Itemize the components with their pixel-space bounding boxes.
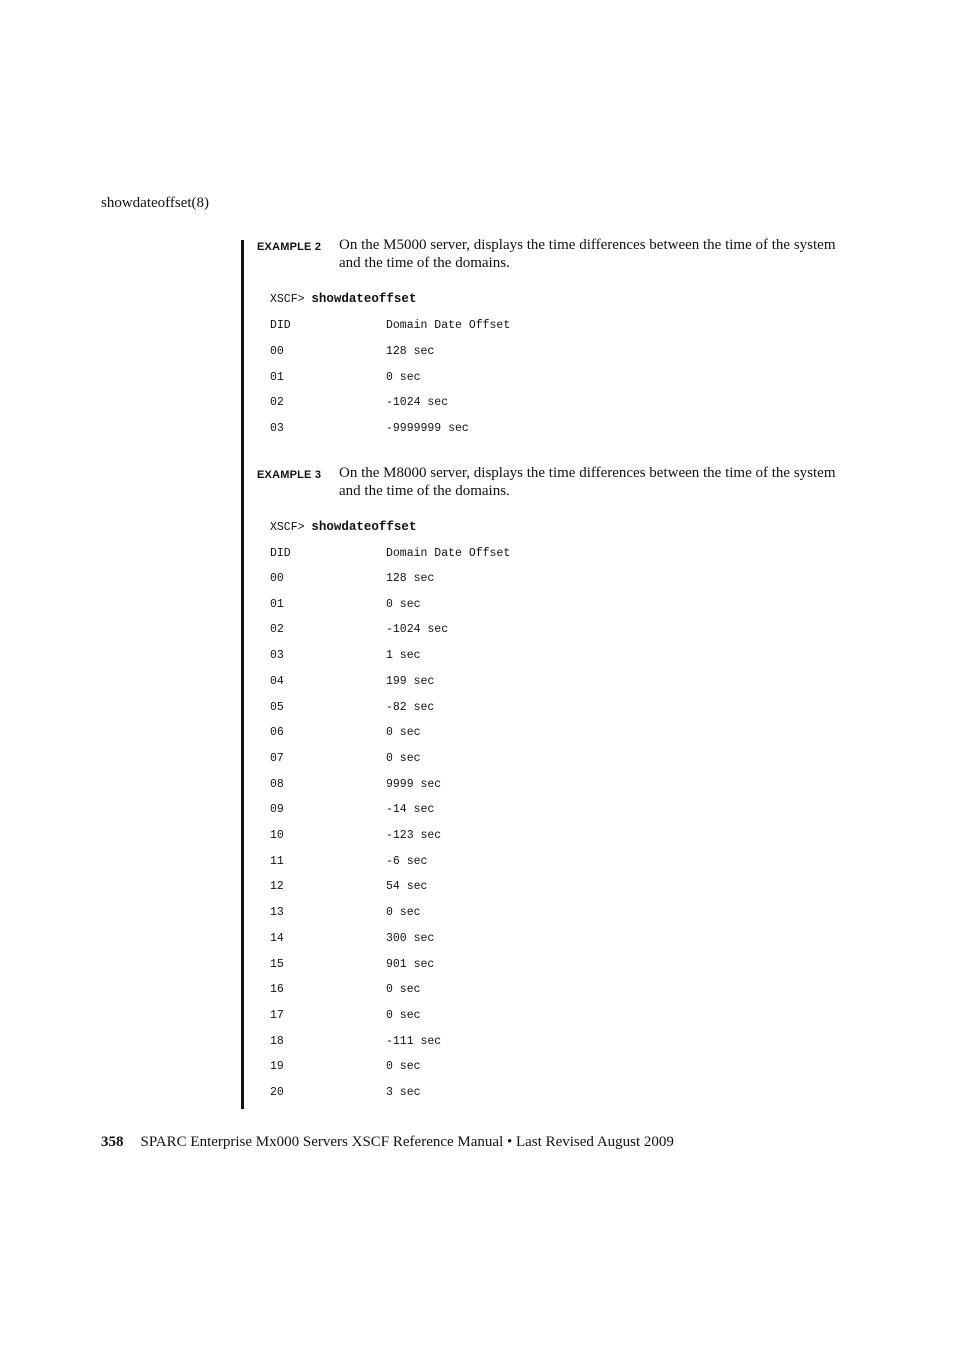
domain-id: 03 <box>270 649 284 663</box>
running-header: showdateoffset(8) <box>101 195 210 211</box>
domain-id: 07 <box>270 751 284 765</box>
date-offset: 199 sec <box>386 674 435 688</box>
domain-id: 00 <box>270 572 284 585</box>
domain-id: 02 <box>270 623 284 637</box>
domain-id: 12 <box>270 880 284 894</box>
domain-id: 16 <box>270 983 284 997</box>
example-2-output-header <box>270 319 511 333</box>
prompt: XSCF> <box>270 521 305 534</box>
example-2-label: EXAMPLE 2 <box>257 241 322 253</box>
column-header-did: DID <box>270 319 291 332</box>
change-bar <box>241 240 244 1109</box>
prompt: XSCF> <box>270 293 305 306</box>
column-header-offset: Domain Date Offset <box>386 319 511 332</box>
domain-id: 11 <box>270 854 284 868</box>
example-3-output-header <box>270 547 511 561</box>
domain-id: 13 <box>270 906 284 920</box>
domain-id: 02 <box>270 396 284 410</box>
column-header-offset: Domain Date Offset <box>386 547 511 560</box>
footer-text: SPARC Enterprise Mx000 Servers XSCF Reference Manual • Last Revised August 2009 <box>140 1134 674 1150</box>
date-offset: -111 sec <box>386 1034 442 1048</box>
domain-id: 17 <box>270 1008 284 1022</box>
date-offset: 0 sec <box>386 1060 421 1074</box>
command: showdateoffset <box>311 520 417 534</box>
date-offset: 0 sec <box>386 1008 421 1022</box>
domain-id: 03 <box>270 422 284 436</box>
date-offset: -1024 sec <box>386 623 449 637</box>
date-offset: -9999999 sec <box>386 422 469 436</box>
domain-id: 10 <box>270 829 284 842</box>
date-offset: 54 sec <box>386 880 428 894</box>
date-offset: -82 sec <box>386 700 435 714</box>
domain-id: 06 <box>270 726 284 740</box>
date-offset: 9999 sec <box>386 777 442 791</box>
date-offset: 300 sec <box>386 931 435 945</box>
date-offset: 128 sec <box>386 345 435 358</box>
date-offset: -6 sec <box>386 854 428 868</box>
page-footer <box>101 1132 674 1152</box>
date-offset: 3 sec <box>386 1086 421 1099</box>
date-offset: 128 sec <box>386 572 435 585</box>
domain-id: 04 <box>270 674 284 688</box>
domain-id: 01 <box>270 597 284 611</box>
date-offset: -14 sec <box>386 803 435 817</box>
domain-id: 18 <box>270 1034 284 1048</box>
date-offset: 0 sec <box>386 597 421 611</box>
domain-id: 00 <box>270 345 284 358</box>
date-offset: 0 sec <box>386 751 421 765</box>
domain-id: 09 <box>270 803 284 817</box>
example-3-description: On the M8000 server, displays the time differences between the time of the system and the time of the domains. <box>339 465 836 499</box>
date-offset: -123 sec <box>386 829 442 842</box>
date-offset: 1 sec <box>386 649 421 663</box>
date-offset: -1024 sec <box>386 396 449 410</box>
date-offset: 0 sec <box>386 370 421 384</box>
command: showdateoffset <box>311 292 417 306</box>
domain-id: 01 <box>270 370 284 384</box>
column-header-did: DID <box>270 547 291 560</box>
date-offset: 0 sec <box>386 906 421 920</box>
date-offset: 901 sec <box>386 957 435 971</box>
domain-id: 14 <box>270 931 284 945</box>
example-3-prompt-line <box>270 520 416 535</box>
domain-id: 15 <box>270 957 284 971</box>
domain-id: 05 <box>270 700 284 714</box>
domain-id: 19 <box>270 1060 284 1074</box>
date-offset: 0 sec <box>386 983 421 997</box>
example-2-prompt-line <box>270 292 416 307</box>
date-offset: 0 sec <box>386 726 421 740</box>
domain-id: 20 <box>270 1086 284 1099</box>
example-3-label: EXAMPLE 3 <box>257 469 322 481</box>
page-number: 358 <box>101 1134 124 1150</box>
example-2-description: On the M5000 server, displays the time differences between the time of the system and the time of the domains. <box>339 237 836 271</box>
domain-id: 08 <box>270 777 284 791</box>
